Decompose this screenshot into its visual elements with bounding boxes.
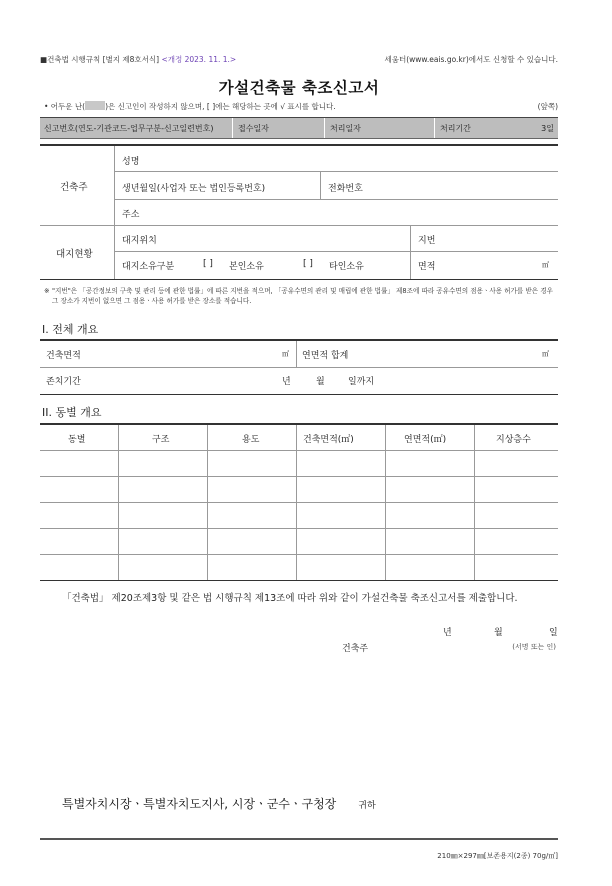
by-building-table	[40, 425, 558, 580]
col-header-floor-area: 연면적(㎡)	[404, 435, 447, 445]
table-vline	[410, 225, 411, 279]
declaration-text: 「건축법」 제20조제3항 및 같은 법 시행규칙 제13조에 따라 위와 같이 가설건축물 축조신고서를 제출합니다.	[62, 593, 518, 604]
addressee	[62, 795, 376, 812]
table-vline	[207, 425, 208, 580]
table-vline	[320, 171, 321, 199]
total-floor-area-unit: ㎡	[542, 350, 549, 358]
form-title: 가설건축물 축조신고서	[218, 79, 380, 97]
other-checkbox[interactable]: [ ]	[303, 259, 313, 269]
shaded-box-sample	[85, 101, 105, 110]
section-rule	[40, 580, 558, 581]
table-vline	[118, 425, 119, 580]
building-area-unit: ㎡	[282, 350, 289, 358]
duration-field[interactable]: 존치기간	[46, 377, 81, 387]
table-vline	[296, 341, 297, 367]
builder-section-label: 건축주	[60, 182, 88, 193]
total-floor-area-field[interactable]: 연면적 합계	[302, 351, 349, 361]
receipt-row	[40, 117, 558, 139]
applicant-table	[40, 146, 558, 279]
table-hline	[114, 251, 558, 252]
note-mark: ※	[44, 287, 50, 295]
date-month: 월	[494, 628, 503, 638]
builder-address-field[interactable]: 주소	[122, 210, 140, 220]
section-rule	[40, 279, 558, 280]
eais-note: 세움터(www.eais.go.kr)에서도 신청할 수 있습니다.	[384, 55, 558, 64]
col-header-floors: 지상층수	[496, 435, 531, 445]
site-section-label: 대지현황	[56, 249, 93, 260]
own-checkbox[interactable]: [ ]	[203, 259, 213, 269]
builder-phone-field[interactable]: 전화번호	[328, 184, 363, 194]
receipt-divider	[232, 118, 233, 138]
signature-field[interactable]: (서명 또는 인)	[512, 643, 556, 651]
col-header-building-area: 건축면적(㎡)	[303, 435, 354, 445]
table-hline	[114, 199, 558, 200]
lot-number-note	[44, 286, 556, 306]
builder-birth-field[interactable]: 생년월일(사업자 또는 법인등록번호)	[122, 184, 266, 194]
table-hline	[114, 171, 558, 172]
date-day: 일	[549, 628, 558, 638]
date-year: 년	[443, 628, 452, 638]
building-area-field[interactable]: 건축면적	[46, 351, 81, 361]
report-number-label: 신고번호(연도-기관코드-업무구분-신고일련번호)	[44, 124, 214, 133]
table-vline	[114, 146, 115, 279]
law-reference	[40, 54, 236, 65]
duration-year: 년	[282, 377, 291, 387]
addressee-honorific: 귀하	[358, 801, 376, 811]
site-area-field[interactable]: 면적	[418, 262, 436, 272]
duration-month: 월	[316, 377, 325, 387]
note-text: "지번"은 「공간정보의 구축 및 관리 등에 관한 법률」에 따른 지번을 적으며, 「공유수면의 관리 및 매립에 관한 법률」 제8조에 따라 공유수면의 점용ㆍ사용 허가를 받은 경우 그 장소가 지번이 없으면 그 점용ㆍ사용 허가를 받은 장소를 적습니다.	[52, 287, 553, 305]
table-hline	[40, 225, 558, 226]
overview-table	[40, 341, 558, 394]
signer-label: 건축주	[342, 644, 369, 654]
site-ownership-label: 대지소유구분	[122, 262, 175, 272]
processed-date-label: 처리일자	[330, 124, 361, 133]
own-label: 본인소유	[229, 262, 264, 272]
builder-name-field[interactable]: 성명	[122, 157, 140, 167]
processing-period-value: 3일	[541, 124, 554, 133]
site-location-field[interactable]: 대지위치	[122, 236, 157, 246]
receipt-divider	[434, 118, 435, 138]
table-vline	[474, 425, 475, 580]
revision-date: <개정 2023. 11. 1.>	[161, 55, 237, 64]
site-lot-field[interactable]: 지번	[418, 236, 436, 246]
paper-spec: 210㎜×297㎜[보존용지(2종) 70g/㎡]	[437, 852, 558, 860]
col-header-use: 용도	[242, 435, 260, 445]
table-hline	[40, 367, 558, 368]
col-header-structure: 구조	[152, 435, 170, 445]
instructions-text	[44, 101, 336, 112]
overview-title: I. 전체 개요	[42, 323, 99, 336]
processing-period-label: 처리기간	[440, 124, 471, 133]
other-label: 타인소유	[329, 262, 364, 272]
by-building-title: II. 동별 개요	[42, 406, 102, 419]
duration-until: 일까지	[348, 377, 375, 387]
section-rule	[40, 394, 558, 395]
receipt-divider	[324, 118, 325, 138]
instructions-part2: )은 신고인이 작성하지 않으며, [ ]에는 해당하는 곳에 √ 표시를 합니다.	[105, 102, 336, 111]
table-vline	[385, 425, 386, 580]
area-unit: ㎡	[542, 261, 549, 269]
received-date-label: 접수일자	[238, 124, 269, 133]
instructions-part1: • 어두운 난(	[44, 102, 86, 111]
law-ref-text: ■건축법 시행규칙 [별지 제8호서식]	[40, 55, 160, 64]
addressee-text: 특별자치시장ㆍ특별자치도지사, 시장ㆍ군수ㆍ구청장	[62, 797, 337, 811]
col-header-building: 동별	[68, 435, 86, 445]
footer-rule	[40, 838, 558, 840]
table-vline	[296, 425, 297, 580]
page-side: (앞쪽)	[537, 102, 558, 111]
